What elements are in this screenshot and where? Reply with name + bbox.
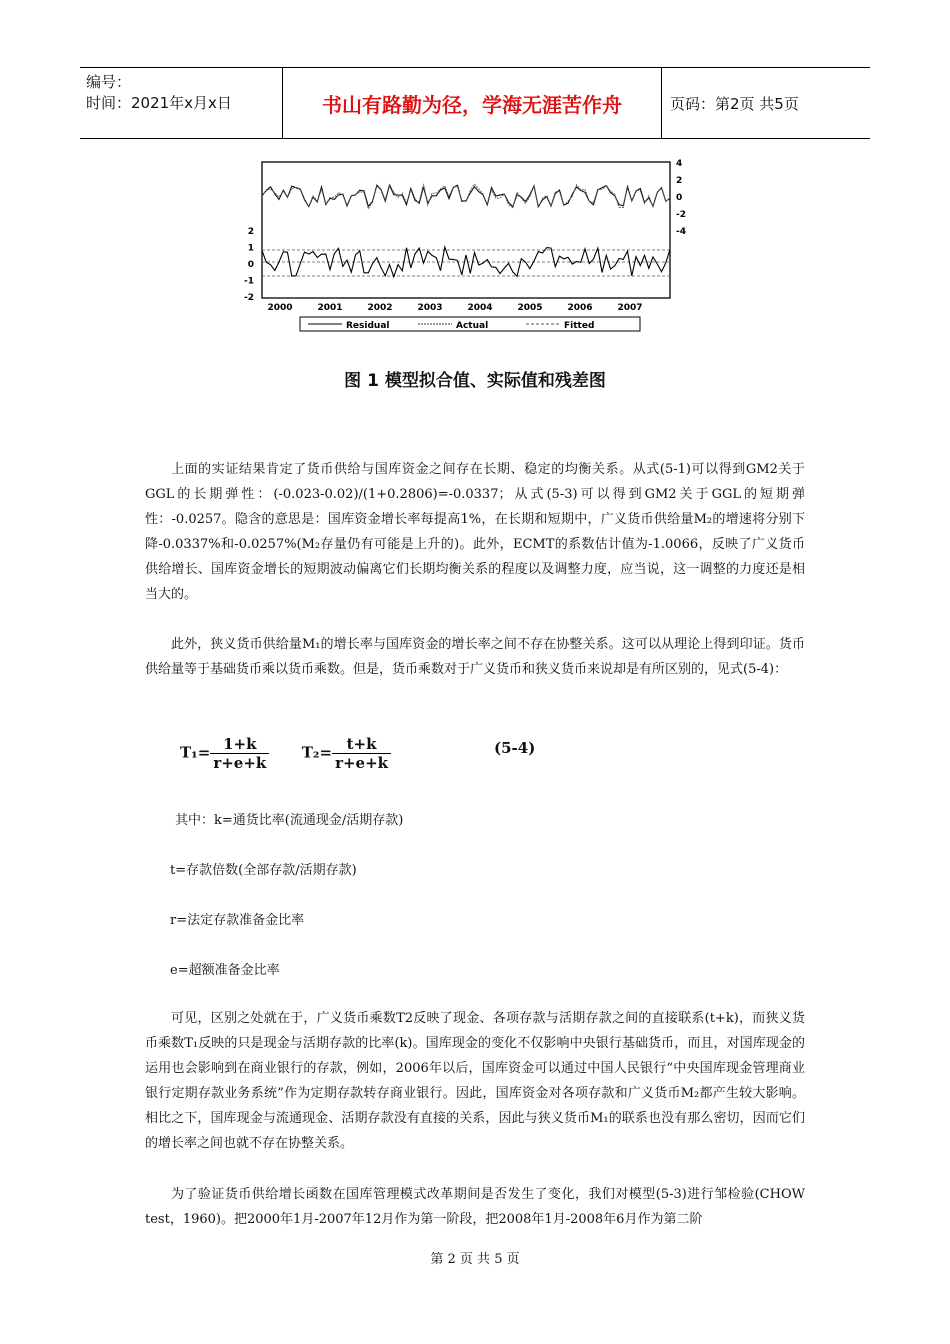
x-tick-label: 2006 (567, 303, 593, 313)
legend-fitted: Fitted (564, 321, 595, 331)
left-tick-label: 0 (247, 260, 254, 270)
residual-chart (230, 158, 690, 338)
formula-t1-den: r+e+k (213, 754, 267, 772)
right-tick-label: -2 (676, 210, 686, 220)
def-r: r=法定存款准备金比率 (170, 913, 305, 928)
left-tick-label: -1 (244, 276, 254, 287)
right-tick-label: 4 (676, 159, 683, 169)
def-t: t=存款倍数(全部存款/活期存款) (170, 863, 357, 878)
formula-5-4 (180, 735, 580, 785)
x-tick-label: 2004 (467, 303, 493, 313)
header-motto: 书山有路勤为径，学海无涯苦作舟 (282, 68, 662, 138)
plot-frame (262, 162, 670, 298)
chart-legend (300, 317, 640, 331)
left-tick-label: 2 (247, 227, 254, 237)
formula-number: (5-4) (494, 739, 536, 757)
left-tick-label: 1 (247, 243, 254, 254)
formula-t2-frac (332, 735, 391, 772)
fitted-line (262, 184, 670, 209)
figure-caption: 图 1 模型拟合值、实际值和残差图 (344, 371, 606, 391)
number-label: 编号： (86, 73, 132, 91)
x-tick-label: 2003 (417, 303, 443, 313)
formula-t1-num: 1+k (210, 735, 269, 754)
formula-t1-frac (210, 735, 269, 772)
x-tick-label: 2001 (317, 303, 343, 313)
header-meta (80, 68, 282, 138)
right-tick-label: 2 (676, 176, 683, 186)
right-tick-label: 0 (676, 193, 683, 203)
def-k: 其中：k=通货比率(流通现金/活期存款) (175, 813, 404, 828)
paragraph-2: 此外，狭义货币供给量M₁的增长率与国库资金的增长率之间不存在协整关系。这可以从理论上得到印证。货币供给量等于基础货币乘以货币乘数。但是，货币乘数对于广义货币和狭义货币来说却是有所区别的，见式(5-4)： (145, 637, 805, 677)
formula-t1-lhs: T₁= (180, 743, 211, 762)
formula-t2-num: t+k (332, 735, 391, 754)
page-footer: 第 2 页 共 5 页 (430, 1252, 520, 1267)
time-label: 时间：2021年x月x日 (86, 94, 232, 112)
paragraph-1: 上面的实证结果肯定了货币供给与国库资金之间存在长期、稳定的均衡关系。从式(5-1)可以得到GM2关于GGL的长期弹性：(-0.023-0.02)/(1+0.2806)=-0.0337；从式(5-3)可以得到GM2关于GGL的短期弹性：-0.0257。隐含的意思是：国库资金增长率每提高1%，在长期和短期中，广义货币供给量M₂的增速将分别下降-0.0337%和-0.0257%(M₂存量仍有可能是上升的)。此外，ECMT的系数估计值为-1.0066，反映了广义货币供给增长、国库资金增长的短期波动偏离它们长期均衡关系的程度以及调整力度，应当说，这一调整的力度还是相当大的。 (145, 462, 805, 602)
x-tick-label: 2002 (367, 303, 393, 313)
page-header (80, 67, 870, 139)
paragraph-3: 可见，区别之处就在于，广义货币乘数T2反映了现金、各项存款与活期存款之间的直接联系(t+k)，而狭义货币乘数T₁反映的只是现金与活期存款的比率(k)。国库现金的变化不仅影响中央银行基础货币，而且，对国库现金的运用也会影响到在商业银行的存款，例如，2006年以后，国库资金可以通过中国人民银行“中央国库现金管理商业银行定期存款业务系统”作为定期存款转存商业银行。因此，国库资金对各项存款和广义货币M₂都产生较大影响。相比之下，国库现金与流通现金、活期存款没有直接的关系，因此与狭义货币M₁的联系也没有那么密切，因而它们的增长率之间也就不存在协整关系。 (145, 1011, 805, 1151)
actual-line (262, 185, 670, 207)
right-tick-label: -4 (676, 227, 686, 237)
formula-t2-lhs: T₂= (301, 743, 333, 762)
x-tick-label: 2000 (267, 303, 293, 313)
def-e: e=超额准备金比率 (170, 963, 280, 978)
x-tick-label: 2005 (517, 303, 543, 313)
x-tick-label: 2007 (617, 303, 643, 313)
legend-actual: Actual (456, 321, 489, 331)
header-page-label: 页码：第2页 共5页 (670, 94, 799, 113)
left-tick-label: -2 (244, 293, 254, 303)
paragraph-4: 为了验证货币供给增长函数在国库管理模式改革期间是否发生了变化，我们对模型(5-3)进行邹检验(CHOW test，1960)。把2000年1月-2007年12月作为第一阶段，把2008年1月-2008年6月作为第二阶 (145, 1187, 805, 1227)
formula-t2-den: r+e+k (335, 754, 389, 772)
legend-residual: Residual (346, 321, 390, 331)
